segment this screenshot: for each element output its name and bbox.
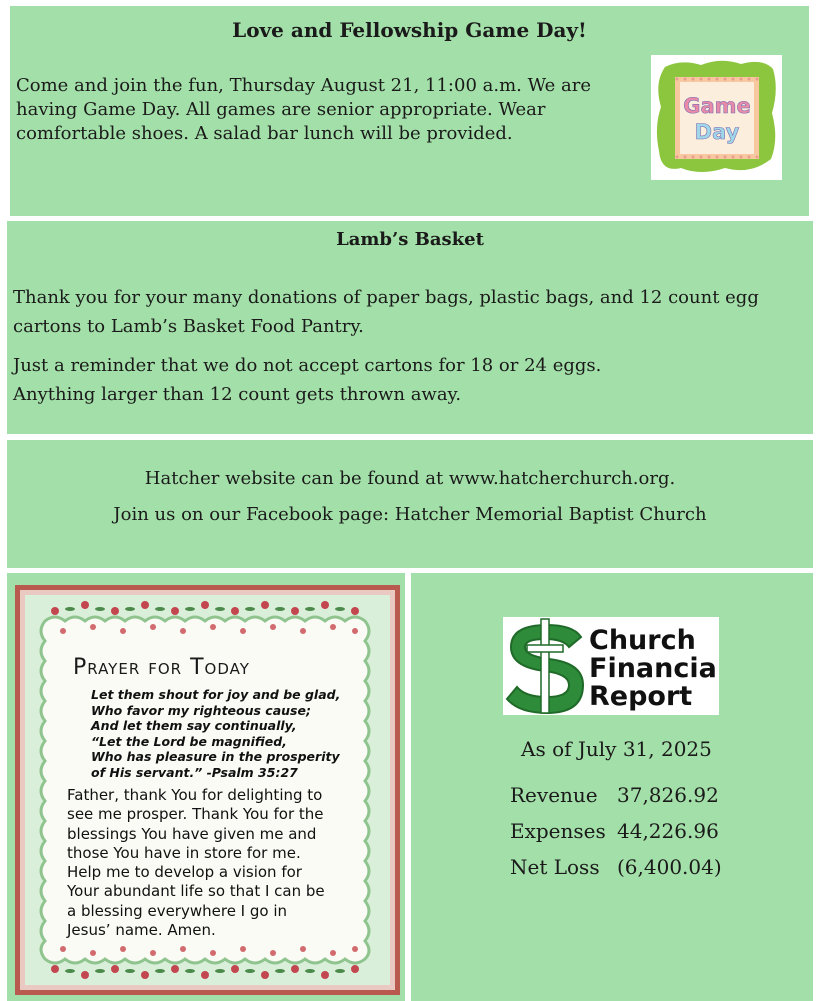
prayer-line: a blessing everywhere I go in (67, 901, 288, 920)
verse-line: Who favor my righteous cause; (91, 702, 311, 718)
prayer-body (67, 786, 377, 940)
game-day-panel (10, 6, 809, 216)
game-day-logo (651, 55, 782, 180)
game-day-logo-graphic (651, 55, 782, 180)
expenses-row (510, 819, 719, 843)
verse-line: of His servant.” -Psalm 35:27 (91, 764, 298, 780)
revenue-row (510, 783, 719, 807)
game-day-line: comfortable shoes. A salad bar lunch will be provided. (16, 123, 513, 144)
game-day-text (16, 74, 616, 146)
lambs-basket-panel (7, 221, 813, 434)
expenses-value: 44,226.96 (617, 819, 719, 843)
lambs-basket-title: Lamb’s Basket (336, 229, 484, 250)
lambs-basket-thanks (13, 283, 803, 341)
net-loss-row (510, 855, 722, 879)
prayer-line: Your abundant life so that I can be (67, 882, 325, 901)
lambs-basket-line: Anything larger than 12 count gets thrown away. (13, 384, 462, 405)
financial-report-logo (503, 617, 719, 715)
prayer-line: Jesus’ name. Amen. (67, 921, 216, 940)
revenue-value: 37,826.92 (617, 783, 719, 807)
verse-line: And let them say continually, (91, 718, 297, 733)
lambs-basket-reminder (13, 351, 803, 409)
revenue-label: Revenue (510, 783, 598, 807)
prayer-line: blessings You have given me and (67, 824, 317, 843)
website-panel (7, 440, 813, 568)
expenses-label: Expenses (510, 819, 606, 843)
lambs-basket-line: Just a reminder that we do not accept cartons for 18 or 24 eggs. (13, 355, 602, 376)
prayer-line: see me prosper. Thank You for the (67, 805, 324, 824)
prayer-title: Prayer for Today (73, 655, 250, 680)
game-day-line: having Game Day. All games are senior appropriate. Wear (16, 99, 546, 120)
svg-text:Report: Report (589, 681, 693, 712)
game-day-line: Come and join the fun, Thursday August 21, 11:00 a.m. We are (16, 75, 591, 96)
prayer-line: those You have in store for me. (67, 843, 301, 862)
financial-panel (411, 573, 813, 1001)
lambs-basket-line: cartons to Lamb’s Basket Food Pantry. (13, 316, 364, 337)
as-of-date: As of July 31, 2025 (521, 737, 712, 761)
lambs-basket-line: Thank you for your many donations of paper bags, plastic bags, and 12 count egg (13, 287, 759, 308)
svg-text:Financial: Financial (589, 653, 719, 684)
dollar-cross-icon (503, 617, 719, 715)
prayer-verse (91, 687, 340, 780)
verse-line: Who has pleasure in the prosperity (91, 749, 340, 764)
verse-line: “Let the Lord be magnified, (91, 733, 287, 749)
prayer-card (15, 585, 400, 995)
prayer-line: Help me to develop a vision for (67, 863, 302, 882)
prayer-panel (7, 573, 405, 1001)
prayer-line: Father, thank You for delighting to (67, 786, 323, 804)
website-line: Hatcher website can be found at www.hatcherchurch.org. (144, 468, 676, 489)
game-day-title: Love and Fellowship Game Day! (232, 18, 587, 42)
facebook-line: Join us on our Facebook page: Hatcher Memorial Baptist Church (113, 504, 707, 525)
verse-line: Let them shout for joy and be glad, (91, 687, 341, 702)
svg-text:Game: Game (683, 94, 751, 118)
svg-text:Church: Church (589, 625, 696, 656)
svg-text:Day: Day (694, 120, 740, 144)
net-loss-label: Net Loss (510, 855, 600, 879)
net-loss-value: (6,400.04) (617, 855, 722, 879)
